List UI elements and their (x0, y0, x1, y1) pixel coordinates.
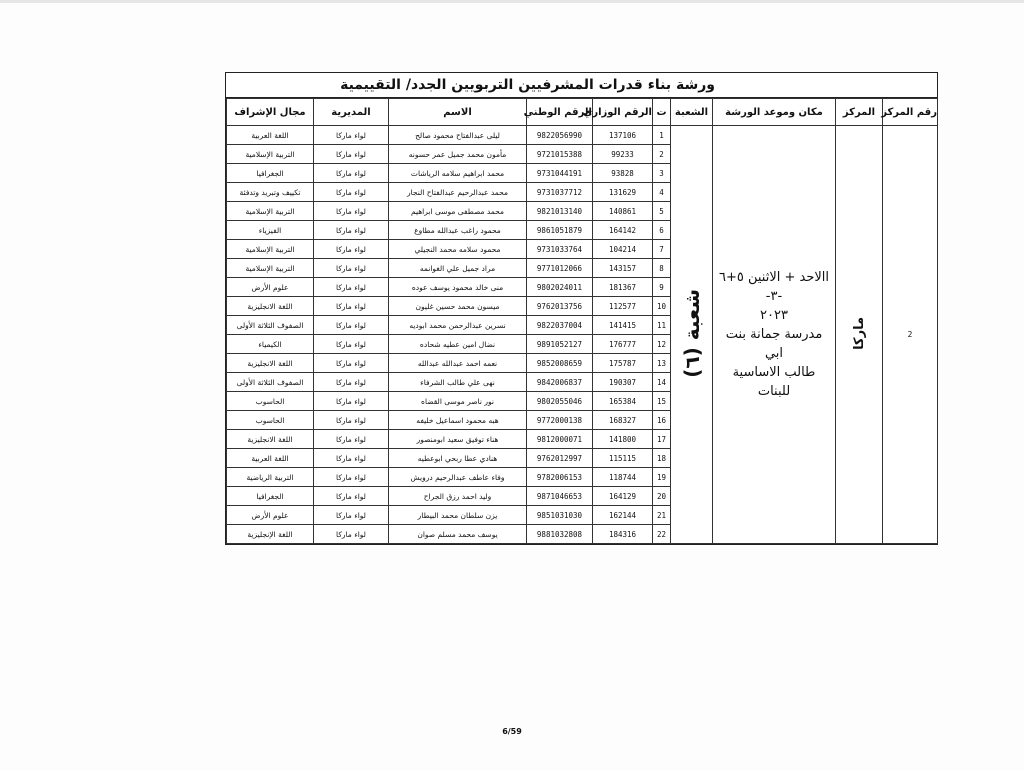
row-name: محمد عبدالرحيم عبدالفتاح النجار (389, 183, 527, 202)
row-directorate: لواء ماركا (314, 392, 389, 411)
row-directorate: لواء ماركا (314, 506, 389, 525)
row-national-no: 9731037712 (527, 183, 593, 202)
header-directorate: المديرية (314, 99, 389, 126)
row-field: الصفوف الثلاثة الأولى (227, 316, 314, 335)
row-national-no: 9762012997 (527, 449, 593, 468)
row-name: مأمون محمد جميل عمر حسونه (389, 145, 527, 164)
row-national-no: 9762013756 (527, 297, 593, 316)
row-directorate: لواء ماركا (314, 373, 389, 392)
row-directorate: لواء ماركا (314, 183, 389, 202)
venue-text (713, 268, 835, 401)
header-national-no: الرقم الوطني (527, 99, 593, 126)
row-directorate: لواء ماركا (314, 145, 389, 164)
row-field: الجغرافيا (227, 487, 314, 506)
row-seq: 22 (653, 525, 671, 544)
row-ministry-no: 140861 (593, 202, 653, 221)
row-name: مراد جميل علي الغوانمه (389, 259, 527, 278)
row-ministry-no: 176777 (593, 335, 653, 354)
row-ministry-no: 112577 (593, 297, 653, 316)
row-national-no: 9881032808 (527, 525, 593, 544)
row-national-no: 9802055046 (527, 392, 593, 411)
page-number: 6/59 (502, 727, 522, 736)
row-seq: 12 (653, 335, 671, 354)
row-seq: 19 (653, 468, 671, 487)
row-directorate: لواء ماركا (314, 259, 389, 278)
header-field: مجال الإشراف (227, 99, 314, 126)
row-ministry-no: 141415 (593, 316, 653, 335)
row-name: نعمه احمد عبدالله عبدالله (389, 354, 527, 373)
row-name: ليلى عبدالفتاح محمود صالح (389, 126, 527, 145)
row-national-no: 9731044191 (527, 164, 593, 183)
row-national-no: 9822037004 (527, 316, 593, 335)
row-national-no: 9851031030 (527, 506, 593, 525)
row-name: وليد احمد رزق الجراح (389, 487, 527, 506)
center-name-cell (836, 126, 883, 544)
row-seq: 6 (653, 221, 671, 240)
header-name: الاسم (389, 99, 527, 126)
row-name: نهى علي طالب الشرفاء (389, 373, 527, 392)
row-directorate: لواء ماركا (314, 202, 389, 221)
row-ministry-no: 184316 (593, 525, 653, 544)
section-label: شعبة (٦) (679, 289, 704, 378)
row-directorate: لواء ماركا (314, 297, 389, 316)
row-name: يوسف محمد مسلم صوان (389, 525, 527, 544)
row-ministry-no: 164129 (593, 487, 653, 506)
row-name: هنادي عطا ربحي ابوعطيه (389, 449, 527, 468)
venue-school: مدرسة جمانة بنت ابي (725, 327, 823, 361)
row-ministry-no: 168327 (593, 411, 653, 430)
row-ministry-no: 143157 (593, 259, 653, 278)
row-name: نور ناصر موسى القضاه (389, 392, 527, 411)
row-field: التربية الرياضية (227, 468, 314, 487)
row-national-no: 9842006837 (527, 373, 593, 392)
row-ministry-no: 181367 (593, 278, 653, 297)
row-field: علوم الأرض (227, 278, 314, 297)
row-national-no: 9771012066 (527, 259, 593, 278)
row-ministry-no: 93828 (593, 164, 653, 183)
header-ministry-no: الرقم الوزاري (593, 99, 653, 126)
row-field: التربية الإسلامية (227, 145, 314, 164)
row-directorate: لواء ماركا (314, 411, 389, 430)
row-field: الكيمياء (227, 335, 314, 354)
row-ministry-no: 175787 (593, 354, 653, 373)
row-directorate: لواء ماركا (314, 449, 389, 468)
header-center: المركز (836, 99, 883, 126)
row-directorate: لواء ماركا (314, 430, 389, 449)
row-national-no: 9871046653 (527, 487, 593, 506)
row-directorate: لواء ماركا (314, 468, 389, 487)
row-national-no: 9891052127 (527, 335, 593, 354)
row-seq: 3 (653, 164, 671, 183)
row-name: محمد ابراهيم سلامه الرياشات (389, 164, 527, 183)
row-ministry-no: 165384 (593, 392, 653, 411)
row-name: هناء توفيق سعيد ابومنصور (389, 430, 527, 449)
row-name: ميسون محمد حسين غليون (389, 297, 527, 316)
row-name: نضال امين عطيه شحاده (389, 335, 527, 354)
table-header-row (227, 99, 938, 126)
center-number: 2 (883, 126, 938, 544)
row-name: هبه محمود اسماعيل خليفه (389, 411, 527, 430)
row-seq: 21 (653, 506, 671, 525)
row-seq: 4 (653, 183, 671, 202)
venue-cell (713, 126, 836, 544)
row-ministry-no: 164142 (593, 221, 653, 240)
row-ministry-no: 162144 (593, 506, 653, 525)
row-ministry-no: 104214 (593, 240, 653, 259)
row-name: منى خالد محمود يوسف عوده (389, 278, 527, 297)
row-field: التربية الإسلامية (227, 259, 314, 278)
row-field: الحاسوب (227, 392, 314, 411)
section-cell (671, 126, 713, 544)
row-directorate: لواء ماركا (314, 278, 389, 297)
row-field: التربية الإسلامية (227, 240, 314, 259)
table-row (227, 126, 938, 145)
row-directorate: لواء ماركا (314, 316, 389, 335)
row-ministry-no: 131629 (593, 183, 653, 202)
header-venue-time: مكان وموعد الورشة (713, 99, 836, 126)
row-national-no: 9731033764 (527, 240, 593, 259)
row-directorate: لواء ماركا (314, 221, 389, 240)
row-seq: 17 (653, 430, 671, 449)
row-directorate: لواء ماركا (314, 487, 389, 506)
row-ministry-no: 137106 (593, 126, 653, 145)
row-directorate: لواء ماركا (314, 525, 389, 544)
row-seq: 9 (653, 278, 671, 297)
row-field: اللغة الانجليزية (227, 354, 314, 373)
row-field: اللغة العربية (227, 126, 314, 145)
row-directorate: لواء ماركا (314, 164, 389, 183)
row-national-no: 9802024011 (527, 278, 593, 297)
row-directorate: لواء ماركا (314, 240, 389, 259)
row-national-no: 9812000071 (527, 430, 593, 449)
header-center-no: رقم المركز (883, 99, 938, 126)
page-title: ورشة بناء قدرات المشرفيين التربويين الجدد/ التقييمية (226, 73, 937, 98)
row-directorate: لواء ماركا (314, 126, 389, 145)
table-body (227, 126, 938, 544)
page-top-edge (0, 0, 1024, 3)
row-field: اللغة الانجليزية (227, 430, 314, 449)
row-seq: 15 (653, 392, 671, 411)
row-seq: 1 (653, 126, 671, 145)
row-seq: 13 (653, 354, 671, 373)
row-field: الحاسوب (227, 411, 314, 430)
row-seq: 5 (653, 202, 671, 221)
row-seq: 10 (653, 297, 671, 316)
row-seq: 20 (653, 487, 671, 506)
row-field: الفيزياء (227, 221, 314, 240)
row-ministry-no: 118744 (593, 468, 653, 487)
row-seq: 14 (653, 373, 671, 392)
header-seq: ت (653, 99, 671, 126)
row-field: التربية الإسلامية (227, 202, 314, 221)
row-name: محمود راغب عبدالله مطاوع (389, 221, 527, 240)
row-field: اللغة العربية (227, 449, 314, 468)
row-seq: 16 (653, 411, 671, 430)
row-directorate: لواء ماركا (314, 335, 389, 354)
row-name: نسرين عبدالرحمن محمد ابوديه (389, 316, 527, 335)
row-ministry-no: 141800 (593, 430, 653, 449)
attendance-sheet (225, 72, 938, 545)
row-name: وفاء عاطف عبدالرحيم درويش (389, 468, 527, 487)
row-name: محمد مصطفى موسى ابراهيم (389, 202, 527, 221)
row-national-no: 9821013140 (527, 202, 593, 221)
row-seq: 11 (653, 316, 671, 335)
row-field: اللغة الإنجليزية (227, 525, 314, 544)
row-national-no: 9721015388 (527, 145, 593, 164)
row-seq: 18 (653, 449, 671, 468)
row-seq: 2 (653, 145, 671, 164)
participants-table (226, 98, 938, 544)
row-ministry-no: 99233 (593, 145, 653, 164)
row-field: اللغة الانجليزية (227, 297, 314, 316)
row-national-no: 9782006153 (527, 468, 593, 487)
row-directorate: لواء ماركا (314, 354, 389, 373)
venue-school-line2: طالب الاساسية للبنات (732, 365, 816, 399)
row-national-no: 9861051879 (527, 221, 593, 240)
row-field: تكييف وتبريد وتدفئة (227, 183, 314, 202)
row-national-no: 9772000138 (527, 411, 593, 430)
row-seq: 8 (653, 259, 671, 278)
row-field: الصفوف الثلاثة الأولى (227, 373, 314, 392)
row-seq: 7 (653, 240, 671, 259)
venue-date: االاحد + الاثنين ٥+٦ -٣- (718, 270, 830, 304)
header-section: الشعبة (671, 99, 713, 126)
row-field: علوم الأرض (227, 506, 314, 525)
row-field: الجغرافيا (227, 164, 314, 183)
row-name: محمود سلامه محمد النجيلي (389, 240, 527, 259)
venue-year: ٢٠٢٣ (760, 308, 788, 323)
row-name: يزن سلطان محمد البيطار (389, 506, 527, 525)
row-ministry-no: 115115 (593, 449, 653, 468)
row-ministry-no: 190307 (593, 373, 653, 392)
row-national-no: 9822056990 (527, 126, 593, 145)
center-name: ماركا (851, 317, 867, 350)
row-national-no: 9852008659 (527, 354, 593, 373)
